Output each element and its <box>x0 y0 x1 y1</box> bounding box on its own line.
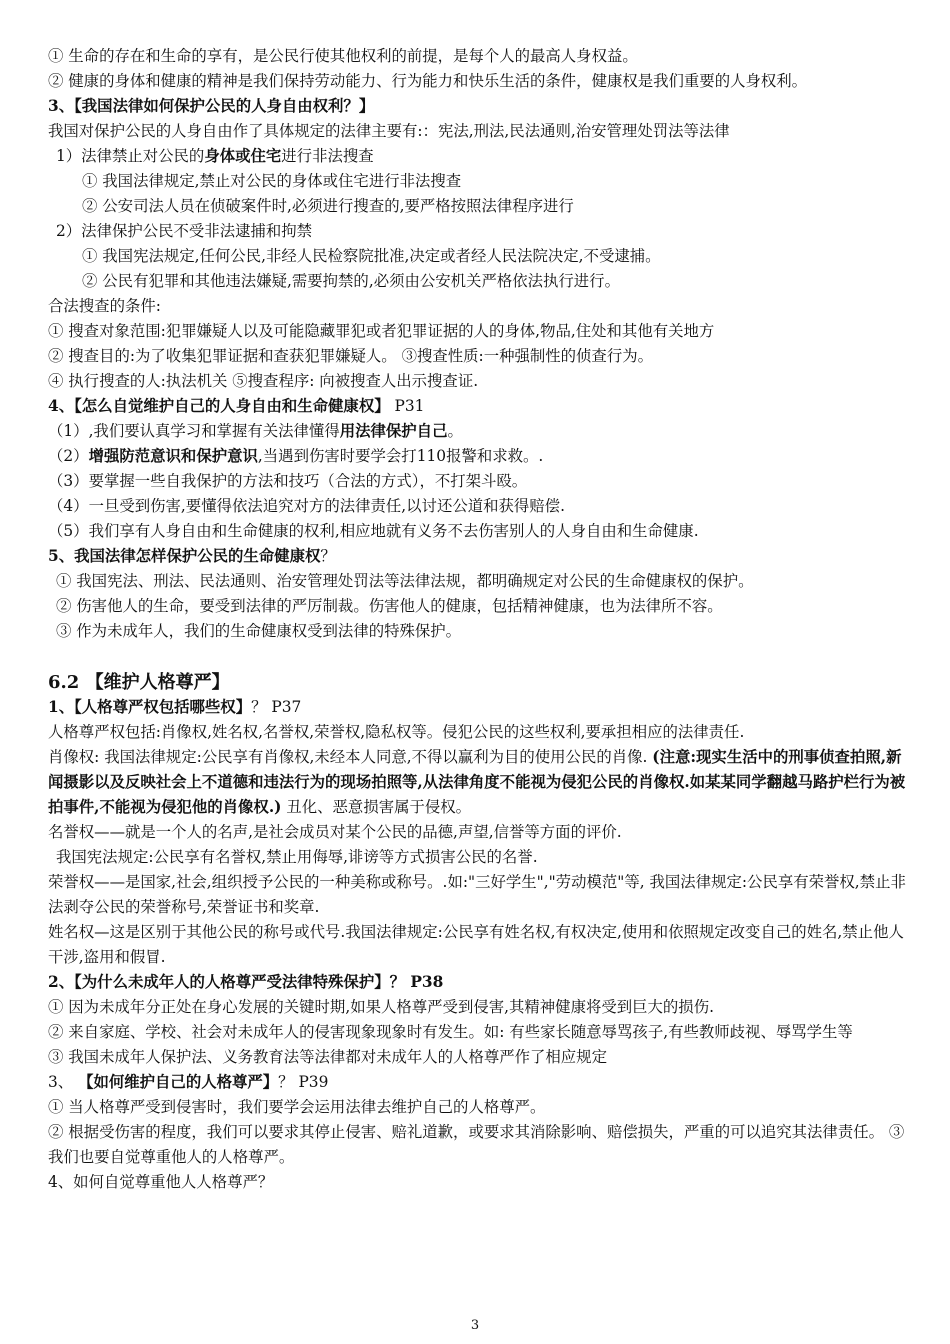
text-run: （1）,我们要认真学习和掌握有关法律懂得 <box>48 422 340 440</box>
text-line: ① 因为未成年分正处在身心发展的关键时期,如果人格尊严受到侵害,其精神健康将受到巨大的损伤. <box>48 998 714 1016</box>
text-run: 增强防范意识和保护意识 <box>88 447 258 465</box>
text-line: 姓名权—这是区别于其他公民的称号或代号.我国法律规定:公民享有姓名权,有权决定,使用和依照规定改变自己的姓名,禁止他人干涉,盗用和假冒. <box>48 923 904 966</box>
text-run: 丑化、恶意损害属于侵权。 <box>281 798 472 816</box>
text-line: 2）法律保护公民不受非法逮捕和拘禁 <box>56 222 313 240</box>
text-line <box>48 419 908 444</box>
text-line <box>48 544 908 569</box>
text-line: 我国对保护公民的人身自由作了具体规定的法律主要有:：宪法,刑法,民法通则,治安管理处罚法等法律 <box>48 122 730 140</box>
text-line: 2、【为什么未成年人的人格尊严受法律特殊保护】？ P38 <box>48 973 444 991</box>
text-line <box>48 695 908 720</box>
text-run: ？ P37 <box>251 698 302 716</box>
text-run: 1）法律禁止对公民的 <box>56 147 205 165</box>
text-line: 4、如何自觉尊重他人人格尊严？ <box>48 1173 274 1191</box>
text-run: 1、【人格尊严权包括哪些权】 <box>48 698 252 716</box>
text-line: ① 生命的存在和生命的享有，是公民行使其他权利的前提，是每个人的最高人身权益。 <box>48 47 638 65</box>
text-line: （3）要掌握一些自我保护的方法和技巧（合法的方式），不打架斗殴。 <box>48 472 528 490</box>
text-run: 进行非法搜查 <box>281 147 374 165</box>
section-title: 6.2 【维护人格尊严】 <box>48 672 230 693</box>
text-run: 4、【怎么自觉维护自己的人身自由和生命健康权】 <box>48 397 390 415</box>
text-line: ① 我国宪法规定,任何公民,非经人民检察院批准,决定或者经人民法院决定,不受逮捕。 <box>82 247 661 265</box>
text-run: ,当遇到伤害时要学会打110报警和求救。. <box>257 447 544 465</box>
text-line: ③ 我国未成年人保护法、义务教育法等法律都对未成年人的人格尊严作了相应规定 <box>48 1048 607 1066</box>
text-line: ① 搜查对象范围:犯罪嫌疑人以及可能隐藏罪犯或者犯罪证据的人的身体,物品,住处和其他有关地方 <box>48 322 715 340</box>
text-run: 。 <box>447 422 463 440</box>
text-run: P31 <box>389 397 425 415</box>
text-line: 名誉权——就是一个人的名声,是社会成员对某个公民的品德,声望,信誉等方面的评价. <box>48 823 622 841</box>
text-line: 人格尊严权包括:肖像权,姓名权,名誉权,荣誉权,隐私权等。侵犯公民的这些权利,要承担相应的法律责任. <box>48 723 745 741</box>
text-line <box>48 745 908 820</box>
text-line: （5）我们享有人身自由和生命健康的权利,相应地就有义务不去伤害别人的人身自由和生命健康. <box>48 522 699 540</box>
text-line: 我国宪法规定:公民享有名誉权,禁止用侮辱,诽谤等方式损害公民的名誉. <box>56 848 538 866</box>
text-line: ② 根据受伤害的程度，我们可以要求其停止侵害、赔礼道歉，或要求其消除影响、赔偿损失，严重的可以追究其法律责任。 ③我们也要自觉尊重他人的人格尊严。 <box>48 1123 905 1166</box>
text-line <box>48 144 908 169</box>
text-line: ① 我国宪法、刑法、民法通则、治安管理处罚法等法律法规，都明确规定对公民的生命健康权的保护。 <box>56 572 754 590</box>
text-line: 3、【我国法律如何保护公民的人身自由权利？】 <box>48 97 375 115</box>
text-line <box>48 1070 908 1095</box>
text-run: 3、 <box>48 1073 79 1091</box>
text-line: ② 健康的身体和健康的精神是我们保持劳动能力、行为能力和快乐生活的条件，健康权是我们重要的人身权利。 <box>48 72 808 90</box>
text-line: ② 伤害他人的生命，要受到法律的严厉制裁。伤害他人的健康，包括精神健康，也为法律所不容。 <box>56 597 723 615</box>
text-line: ③ 作为未成年人，我们的生命健康权受到法律的特殊保护。 <box>56 622 462 640</box>
section-gap <box>48 644 908 666</box>
text-run: ？ <box>320 547 336 565</box>
text-line: ① 我国法律规定,禁止对公民的身体或住宅进行非法搜查 <box>82 172 462 190</box>
content-part-2 <box>48 695 908 1195</box>
text-run: ？ P39 <box>278 1073 329 1091</box>
text-run: 身体或住宅 <box>204 147 282 165</box>
text-line: ④ 执行搜查的人:执法机关 ⑤搜查程序: 向被搜查人出示搜查证. <box>48 372 479 390</box>
text-run: 5、我国法律怎样保护公民的生命健康权 <box>48 547 321 565</box>
content-part-1 <box>48 44 908 644</box>
text-line: ② 来自家庭、学校、社会对未成年人的侵害现象现象时有发生。如: 有些家长随意辱骂孩子,有些教师歧视、辱骂学生等 <box>48 1023 853 1041</box>
text-line: ② 公民有犯罪和其他违法嫌疑,需要拘禁的,必须由公安机关严格依法执行进行。 <box>82 272 620 290</box>
text-run: 用法律保护自己 <box>339 422 448 440</box>
text-run: 肖像权: 我国法律规定:公民享有肖像权,未经本人同意,不得以赢利为目的使用公民的肖像. <box>48 748 653 766</box>
page-number: 3 <box>470 1318 480 1333</box>
text-line: 合法搜查的条件: <box>48 297 161 315</box>
text-line <box>48 394 908 419</box>
text-line: ② 公安司法人员在侦破案件时,必须进行搜查的,要严格按照法律程序进行 <box>82 197 574 215</box>
text-line: ① 当人格尊严受到侵害时，我们要学会运用法律去维护自己的人格尊严。 <box>48 1098 546 1116</box>
text-line: 荣誉权——是国家,社会,组织授予公民的一种美称或称号。.如:"三好学生","劳动模范"等, 我国法律规定:公民享有荣誉权,禁止非法剥夺公民的荣誉称号,荣誉证书和奖章. <box>48 873 906 916</box>
text-run: （2） <box>48 447 89 465</box>
text-line <box>48 444 908 469</box>
text-run: 【如何维护自己的人格尊严】 <box>78 1073 279 1091</box>
text-run: (注意:现实生活中的刑事侦查拍照,新闻摄影以及反映社会上不道德和违法行为的现场拍照等,从法律角度不能视为侵犯公民的肖像权.如某某同学翻越马路护栏行为被拍事件,不能视为侵犯他的肖像权.) <box>48 748 906 816</box>
text-line: （4）一旦受到伤害,要懂得依法追究对方的法律责任,以讨还公道和获得赔偿. <box>48 497 565 515</box>
text-line: ② 搜查目的:为了收集犯罪证据和查获犯罪嫌疑人。 ③搜查性质:一种强制性的侦查行为。 <box>48 347 653 365</box>
